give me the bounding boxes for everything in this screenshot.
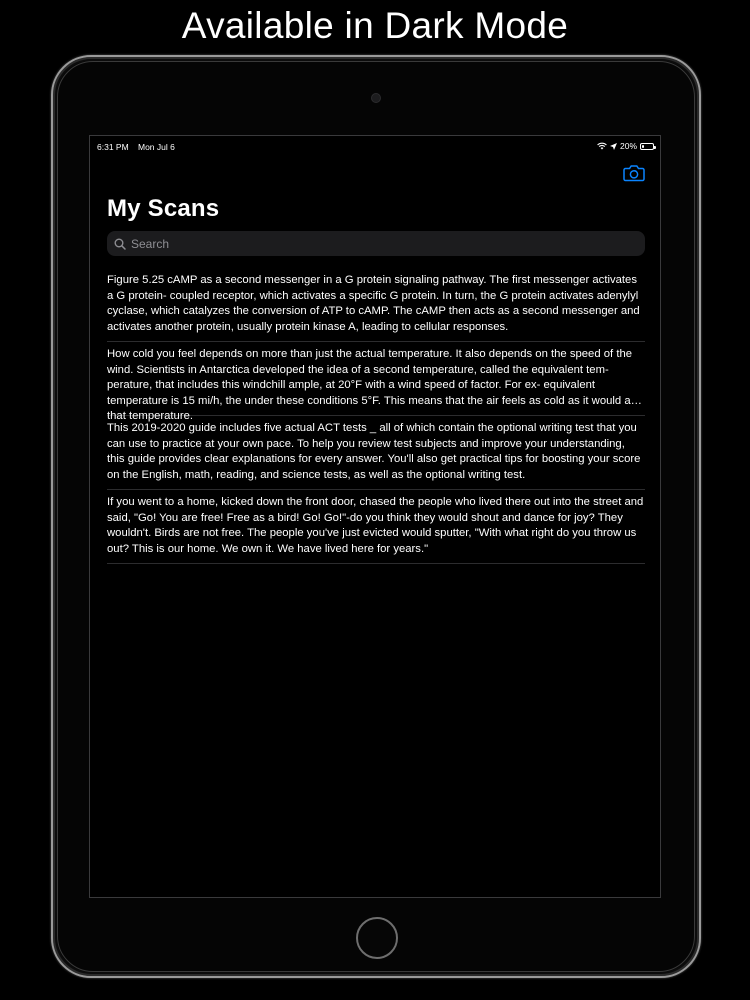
- search-input[interactable]: [131, 237, 631, 251]
- scan-preview-text: Figure 5.25 cAMP as a second messenger in a G protein signaling pathway. The first messenger activates a G protein- coupled receptor, which activates a specific G protein. In turn, the G protein activates adenylyl cyclase, which catalyzes the conversion of ATP to cAMP. The cAMP then acts as a second messenger and activates another protein, usually protein kinase A, leading to cellular responses.: [107, 274, 640, 333]
- status-time: 6:31 PM: [97, 142, 129, 152]
- promo-title: Available in Dark Mode: [181, 5, 569, 46]
- scan-preview-text: This 2019-2020 guide includes five actual ACT tests _ all of which contain the optional writing test that you can use to practice at your own pace. To help you review test subjects and improve your understanding, this guide provides clear explanations for every answer. You'll also get practical tips for boosting your score on the English, math, reading, and science tests, as well as the optional writing test.: [107, 422, 641, 481]
- search-icon: [114, 238, 126, 250]
- scan-item[interactable]: [107, 342, 645, 423]
- app-screen: [89, 135, 661, 898]
- scan-item[interactable]: [107, 416, 645, 490]
- battery-icon: [640, 143, 654, 150]
- battery-percent: 20%: [619, 141, 637, 151]
- scan-preview-text: If you went to a home, kicked down the front door, chased the people who lived there out into the street and said, "Go! You are free! Free as a bird! Go! Go!"-do you think they would shout and dance for joy? They wouldn't. Birds are not free. The people you've just evicted would sputter, "With what right do you throw us out? This is our home. We own it. We have lived here for years.": [107, 496, 644, 555]
- home-button[interactable]: [356, 917, 398, 959]
- camera-button[interactable]: [623, 164, 645, 184]
- front-camera: [371, 93, 381, 103]
- scan-list: [107, 268, 645, 564]
- status-bar: [90, 136, 660, 156]
- scan-item[interactable]: [107, 268, 645, 342]
- scan-item[interactable]: [107, 490, 645, 564]
- page-title: My Scans: [107, 195, 220, 222]
- search-bar[interactable]: [107, 231, 645, 256]
- battery-level: [642, 145, 644, 148]
- camera-icon: [623, 164, 645, 182]
- scan-preview-text: How cold you feel depends on more than just the actual temperature. It also depends on the speed of the wind. Scientists in Antarctica developed the idea of a second temperature, called the equivalent tem- perature, that includes this windchill ample, at 20°F with a wind speed of factor. For ex- equivalent temperature is 15 mi/h, the under these conditions 5°F. This means that the air feels as cold as it would at that temperature.: [107, 348, 634, 423]
- location-arrow-icon: [610, 143, 617, 150]
- wifi-icon: [597, 142, 607, 150]
- status-indicators: [597, 141, 654, 151]
- status-date: Mon Jul 6: [138, 142, 175, 152]
